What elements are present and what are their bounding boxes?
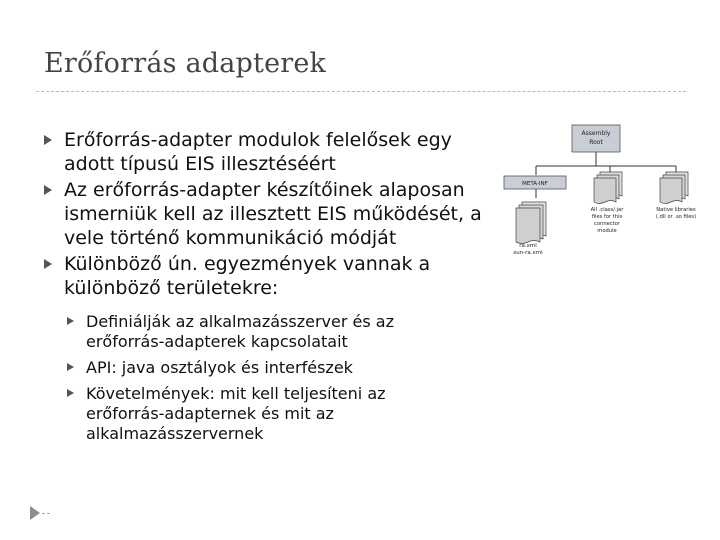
classjar-label-line: module xyxy=(597,228,617,234)
title-divider xyxy=(36,91,686,92)
assembly-root-label-2: Root xyxy=(589,139,603,146)
sub-bullet-list xyxy=(64,312,394,444)
slide-nav-arrow-icon xyxy=(30,506,40,520)
bullet-item xyxy=(44,252,484,444)
bullet-item-text: Különböző ún. egyezmények vannak a különböző területekre: xyxy=(64,253,431,299)
classjar-label-line: All .class/.jar xyxy=(590,207,624,213)
descriptor-files-icon xyxy=(513,202,546,256)
bullet-list xyxy=(44,128,484,450)
sub-bullet-item: Definiálják az alkalmazásszerver és az erőforrás-adapterek kapcsolatait xyxy=(64,312,394,352)
slide-title: Erőforrás adapterek xyxy=(44,48,327,79)
sub-bullet-item: API: java osztályok és interfészek xyxy=(64,358,394,378)
meta-inf-label: META-INF xyxy=(522,181,548,187)
classjar-label-line: connector xyxy=(594,221,620,227)
ra-xml-label: ra.xml xyxy=(519,243,537,249)
assembly-root-label-1: Assembly xyxy=(581,130,611,137)
classjar-label-line: files for this xyxy=(591,214,623,220)
native-libraries-icon xyxy=(656,172,696,220)
assembly-root-box xyxy=(572,125,620,152)
sun-ra-xml-label: sun-ra.xml xyxy=(513,250,543,256)
class-jar-files-icon xyxy=(591,172,625,234)
meta-inf-box xyxy=(504,176,566,189)
native-label-line: (.dll or .so files) xyxy=(655,214,697,220)
sub-bullet-item: Követelmények: mit kell teljesíteni az erőforrás-adapternek és mit az alkalmazásszervernek xyxy=(64,384,394,444)
module-structure-diagram xyxy=(494,122,718,262)
native-label-line: Native libraries xyxy=(656,207,696,213)
bullet-item: Erőforrás-adapter modulok felelősek egy adott típusú EIS illesztéséért xyxy=(44,128,484,176)
slide-nav-line xyxy=(42,513,50,514)
bullet-item: Az erőforrás-adapter készítőinek alaposan ismerniük kell az illesztett EIS működését, a vele történő kommunikáció módját xyxy=(44,178,484,250)
